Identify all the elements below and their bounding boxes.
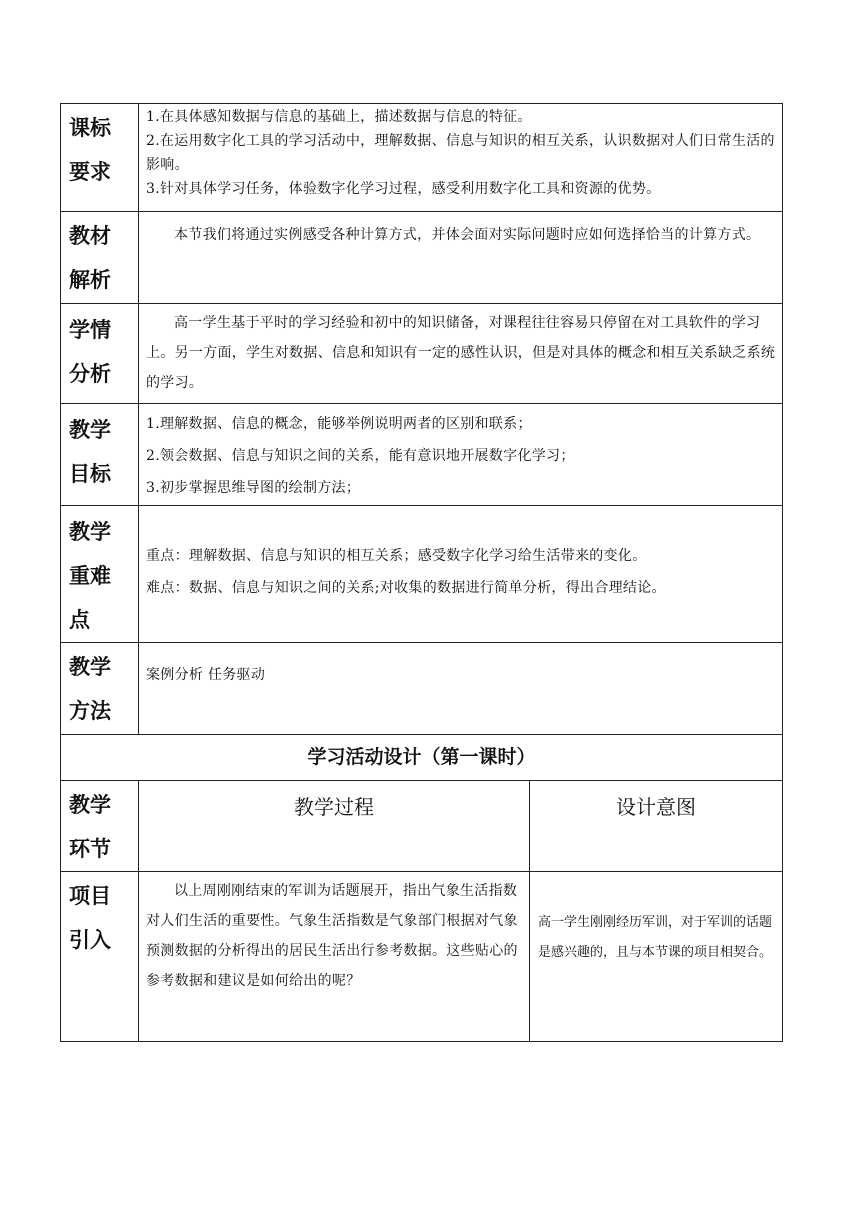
row-teaching-methods <box>61 643 783 735</box>
label-line: 重难 <box>69 564 111 588</box>
key-point: 重点：理解数据、信息与知识的相互关系；感受数字化学习给生活带来的变化。 <box>146 548 647 564</box>
lesson-plan-table <box>60 103 783 1042</box>
label-key-difficult-points <box>61 506 139 643</box>
row-column-headers <box>61 781 783 872</box>
label-teaching-methods <box>61 643 139 735</box>
difficult-point: 难点：数据、信息与知识之间的关系;对收集的数据进行简单分析，得出合理结论。 <box>146 580 666 596</box>
label-line: 分析 <box>69 362 111 386</box>
section-title: 学习活动设计（第一课时） <box>61 735 783 781</box>
label-line: 教学 <box>69 418 111 442</box>
curriculum-requirements-content <box>139 104 783 212</box>
student-analysis-content: 高一学生基于平时的学习经验和初中的知识储备，对课程往往容易只停留在对工具软件的学习上。另一方面，学生对数据、信息和知识有一定的感性认识，但是对具体的概念和相互关系缺乏系统的学习。 <box>139 304 783 404</box>
label-textbook-analysis <box>61 212 139 304</box>
label-teaching-objectives <box>61 404 139 506</box>
label-line: 教学 <box>69 793 111 817</box>
label-line: 教材 <box>69 224 111 248</box>
textbook-analysis-content: 本节我们将通过实例感受各种计算方式，并体会面对实际问题时应如何选择恰当的计算方式。 <box>139 212 783 304</box>
label-project-intro <box>61 872 139 1042</box>
label-line: 学情 <box>69 318 111 342</box>
row-student-analysis <box>61 304 783 404</box>
project-intro-process: 以上周刚刚结束的军训为话题展开，指出气象生活指数对人们生活的重要性。气象生活指数是气象部门根据对气象预测数据的分析得出的居民生活出行参考数据。这些贴心的参考数据和建议是如何给出的呢？ <box>139 872 530 1042</box>
label-line: 方法 <box>69 699 111 723</box>
label-line: 教学 <box>69 655 111 679</box>
label-line: 目标 <box>69 462 111 486</box>
requirement-item: 1.在具体感知数据与信息的基础上，描述数据与信息的特征。 <box>146 109 532 125</box>
row-section-title <box>61 735 783 781</box>
teaching-objectives-content <box>139 404 783 506</box>
label-teaching-stage <box>61 781 139 872</box>
row-curriculum-requirements <box>61 104 783 212</box>
label-line: 解析 <box>69 268 111 292</box>
row-key-difficult-points <box>61 506 783 643</box>
teaching-methods-content: 案例分析 任务驱动 <box>139 643 783 735</box>
row-teaching-objectives <box>61 404 783 506</box>
label-line: 要求 <box>69 160 111 184</box>
row-textbook-analysis <box>61 212 783 304</box>
label-line: 课标 <box>69 116 111 140</box>
label-line: 教学 <box>69 520 111 544</box>
label-line: 项目 <box>69 884 111 908</box>
project-intro-intent: 高一学生刚刚经历军训，对于军训的话题是感兴趣的，且与本节课的项目相契合。 <box>530 872 783 1042</box>
objective-item: 2.领会数据、信息与知识之间的关系，能有意识地开展数字化学习； <box>146 448 575 464</box>
lesson-plan-document <box>60 103 782 1042</box>
requirement-item: 3.针对具体学习任务，体验数字化学习过程，感受利用数字化工具和资源的优势。 <box>146 181 661 197</box>
label-line: 环节 <box>69 837 111 861</box>
row-project-intro <box>61 872 783 1042</box>
column-header-process: 教学过程 <box>139 781 530 872</box>
label-student-analysis <box>61 304 139 404</box>
label-curriculum-requirements <box>61 104 139 212</box>
requirement-item: 2.在运用数字化工具的学习活动中，理解数据、信息与知识的相互关系，认识数据对人们日常生活的影响。 <box>146 133 775 173</box>
column-header-intent: 设计意图 <box>530 781 783 872</box>
objective-item: 1.理解数据、信息的概念，能够举例说明两者的区别和联系； <box>146 416 532 432</box>
objective-item: 3.初步掌握思维导图的绘制方法； <box>146 480 361 496</box>
label-line: 点 <box>69 608 90 632</box>
label-line: 引入 <box>69 928 111 952</box>
key-difficult-points-content <box>139 506 783 643</box>
